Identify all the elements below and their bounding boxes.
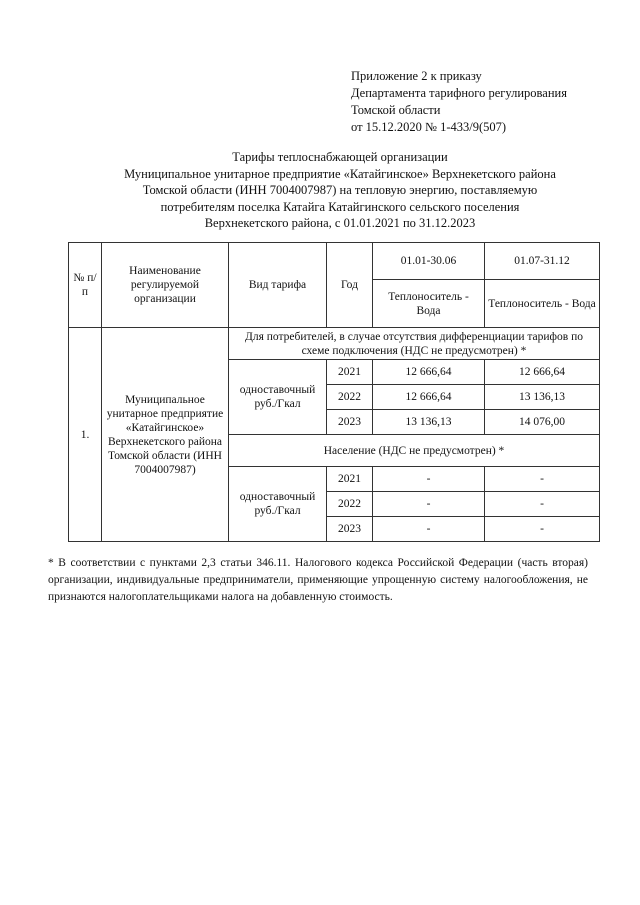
annex-line: Приложение 2 к приказу: [351, 69, 482, 83]
tariff-value: -: [373, 467, 485, 492]
annex-line: Департамента тарифного регулирования: [351, 86, 567, 100]
year-cell: 2023: [327, 410, 373, 435]
year-cell: 2022: [327, 492, 373, 517]
tariff-value: 13 136,13: [373, 410, 485, 435]
section-row: [69, 328, 600, 360]
row-number: 1.: [69, 328, 102, 542]
tariff-value: -: [485, 517, 600, 542]
year-cell: 2021: [327, 360, 373, 385]
organization-name: Муниципальное унитарное предприятие «Катайгинское» Верхнекетского района Томской области (ИНН 7004007987): [102, 328, 229, 542]
tariff-type-cell: одноставочный руб./Гкал: [229, 467, 327, 542]
section-title-population: Население (НДС не предусмотрен) *: [229, 435, 600, 467]
title-line: Томской области (ИНН 7004007987) на тепловую энергию, поставляемую: [142, 183, 538, 197]
document-title: [60, 149, 620, 232]
tariff-table: [68, 242, 600, 542]
year-cell: 2021: [327, 467, 373, 492]
tariff-value: 14 076,00: [485, 410, 600, 435]
header-year: Год: [327, 243, 373, 328]
tariff-value: 12 666,64: [373, 385, 485, 410]
title-line: Муниципальное унитарное предприятие «Катайгинское» Верхнекетского района: [124, 166, 556, 181]
tariff-value: 12 666,64: [373, 360, 485, 385]
year-cell: 2022: [327, 385, 373, 410]
section-title-general: Для потребителей, в случае отсутствия дифференциации тарифов по схеме подключения (НДС не предусмотрен) *: [229, 328, 600, 360]
annex-line: Томской области: [351, 103, 441, 117]
tariff-value: -: [485, 492, 600, 517]
tariff-type-cell: одноставочный руб./Гкал: [229, 360, 327, 435]
header-carrier-2: Теплоноситель - Вода: [485, 280, 600, 328]
tariff-value: 13 136,13: [485, 385, 600, 410]
year-cell: 2023: [327, 517, 373, 542]
header-org: Наименование регулируемой организации: [102, 243, 229, 328]
header-period-1: 01.01-30.06: [373, 243, 485, 280]
header-period-2: 01.07-31.12: [485, 243, 600, 280]
title-line: Тарифы теплоснабжающей организации: [232, 150, 448, 164]
header-carrier-1: Теплоноситель - Вода: [373, 280, 485, 328]
title-line: потребителям поселка Катайга Катайгинского сельского поселения: [160, 199, 520, 214]
header-num: № п/п: [69, 243, 102, 328]
header-row: [69, 243, 600, 280]
tariff-value: -: [373, 492, 485, 517]
header-tariff-type: Вид тарифа: [229, 243, 327, 328]
tariff-value: -: [373, 517, 485, 542]
tariff-value: 12 666,64: [485, 360, 600, 385]
tariff-value: -: [485, 467, 600, 492]
annex-order-date: от 15.12.2020 № 1-433/9(507): [351, 120, 507, 134]
annex-header: [351, 68, 567, 136]
footnote: * В соответствии с пунктами 2,3 статьи 346.11. Налогового кодекса Российской Федерации (часть вторая) организации, индивидуальные предприниматели, применяющие упрощенную систему налогообложения, не признаются налогоплательщиками налога на добавленную стоимость.: [48, 557, 588, 603]
title-line: Верхнекетского района, с 01.01.2021 по 31.12.2023: [204, 216, 476, 230]
